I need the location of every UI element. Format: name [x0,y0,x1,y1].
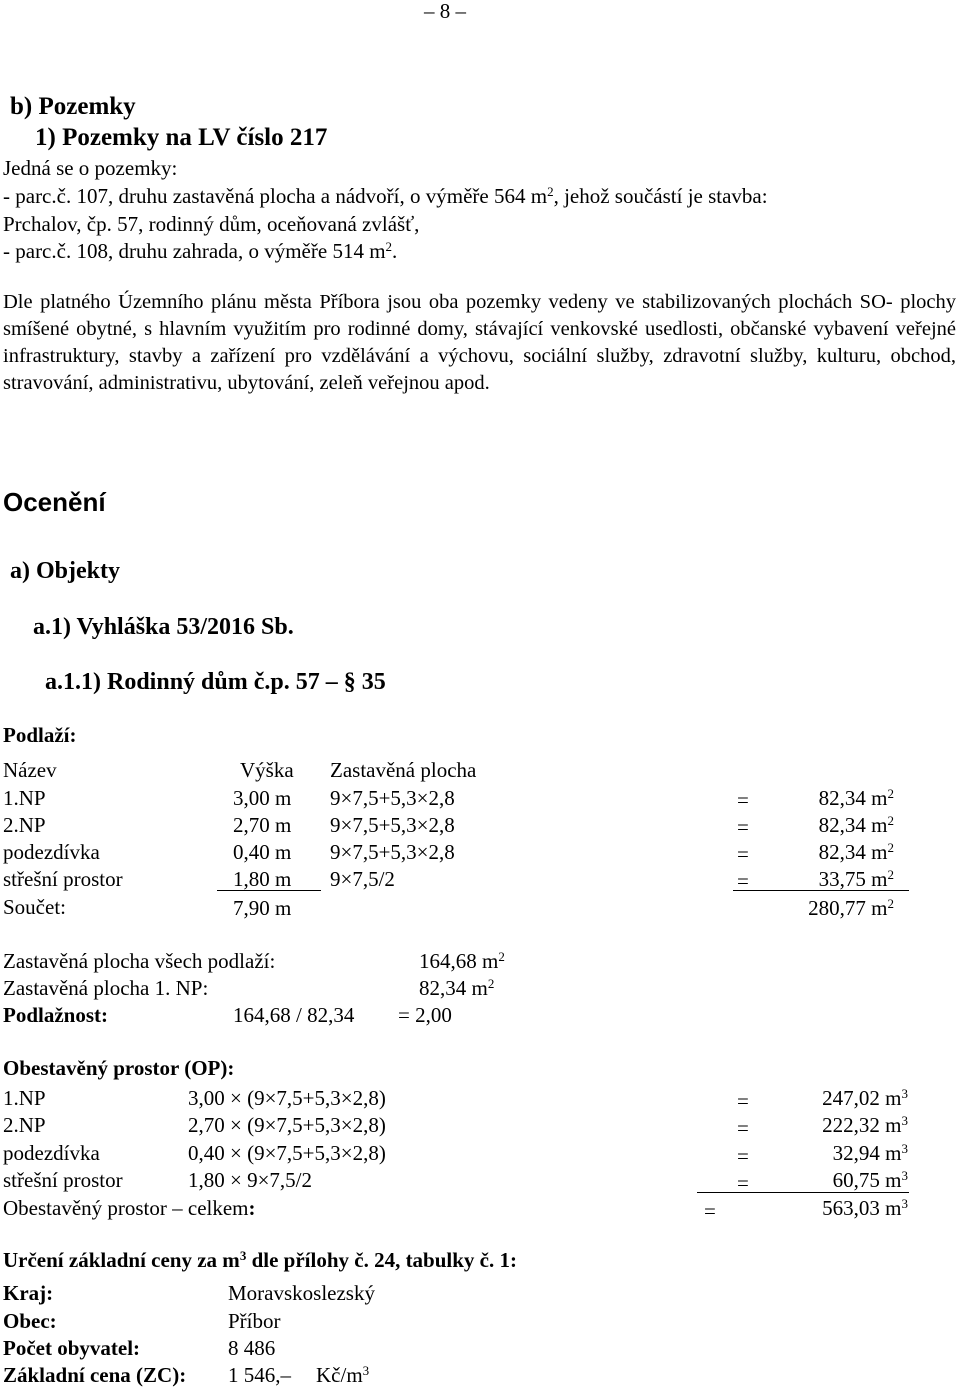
op-total-value: 563,03 $m^3$ [822,1196,908,1220]
floor-value: 82,34 $m^2$ [818,786,894,810]
uzemni-plan-paragraph: Dle platného Územního plánu města Příbora jsou oba pozemky vedeny ve stabilizovaných plochách SO- plochy smíšené obytné, s hlavním využitím pro rodinné domy, stávající venkovské usedlosti, občanské vybavení veřejné infrastruktury, stavby a zařízení pro vzdělávání a výchovu, sociální služby, zdravotní služby, kulturu, obchod, stravování, administrativu, ubytování, zeleň veřejnou apod. [3,291,956,394]
op-formula: 0,40 × (9×7,5+5,3×2,8) [188,1141,386,1165]
obec-label: Obec: [3,1309,57,1333]
equals-sign: = [737,869,749,893]
zakladni-cena-value: 1 546,– [228,1363,291,1387]
zp-1np-label: Zastavěná plocha 1. NP: [3,976,209,1000]
op-value: 60,75 $m^3$ [832,1168,908,1192]
sum-height: 7,90 m [233,896,292,920]
zc-title: Určení základní ceny za $m^3$ dle přílohy č. 24, tabulky č. 1: [3,1248,517,1272]
parcel-107-line2: Prchalov, čp. 57, rodinný dům, oceňovaná zvlášť, [3,212,420,236]
podlaznost-value: = 2,00 [398,1003,452,1027]
zakladni-cena-label: Základní cena (ZC): [3,1363,187,1387]
pocet-obyvatel-value: 8 486 [228,1336,276,1360]
obec-value: Příbor [228,1309,281,1333]
op-name: střešní prostor [3,1168,123,1192]
parcel-108-end: . [392,239,398,263]
equals-sign: = [737,842,749,866]
podlaznost-label: Podlažnost: [3,1003,108,1027]
parcel-108-text: - parc.č. 108, druhu zahrada, o výměře 514 m [3,239,386,263]
equals-sign: = [737,815,749,839]
equals-sign: = [737,1116,749,1140]
equals-sign: = [737,1171,749,1195]
col-header-nazev: Název [3,758,57,782]
rodinny-dum-heading: a.1.1) Rodinný dům č.p. 57 – § 35 [45,669,386,695]
equals-sign: = [737,1144,749,1168]
op-total-underline [697,1192,909,1193]
oceneni-heading: Ocenění [3,487,106,517]
col-header-vyska: Výška [240,758,294,782]
floor-formula: 9×7,5+5,3×2,8 [330,813,455,837]
op-total-label: Obestavěný prostor – celkem: [3,1196,256,1220]
floor-height: 2,70 m [233,813,292,837]
zakladni-cena-unit: $Kč/m^3$ [316,1363,370,1387]
op-name: podezdívka [3,1141,100,1165]
floor-height: 3,00 m [233,786,292,810]
parcel-107-text-cont: , jehož součástí je stavba: [553,184,768,208]
area-sum-underline [733,890,909,891]
floor-value: 33,75 $m^2$ [818,867,894,891]
floor-value: 82,34 $m^2$ [818,840,894,864]
kraj-value: Moravskoslezský [228,1281,375,1305]
objekty-heading: a) Objekty [10,558,120,584]
superscript: 2 [385,239,393,254]
pocet-obyvatel-label: Počet obyvatel: [3,1336,141,1360]
zp-all-value: 164,68 $m^2$ [419,949,505,973]
heading-pozemky: b) Pozemky [10,93,136,120]
sum-value: 280,77 $m^2$ [808,896,894,920]
heading-lv: 1) Pozemky na LV číslo 217 [35,124,328,151]
floor-formula: 9×7,5+5,3×2,8 [330,840,455,864]
floor-height: 1,80 m [233,867,292,891]
op-value: 222,32 $m^3$ [822,1113,908,1137]
podlazi-label: Podlaží: [3,723,77,747]
floor-value: 82,34 $m^2$ [818,813,894,837]
podlaznost-formula: 164,68 / 82,34 [233,1003,355,1027]
sum-label: Součet: [3,895,66,919]
op-formula: 3,00 × (9×7,5+5,3×2,8) [188,1086,386,1110]
parcel-107-text: - parc.č. 107, druhu zastavěná plocha a nádvoří, o výměře 564 m [3,184,548,208]
kraj-label: Kraj: [3,1281,54,1305]
zp-1np-value: 82,34 $m^2$ [419,976,495,1000]
col-header-zastavena-plocha: Zastavěná plocha [330,758,477,782]
floor-formula: 9×7,5/2 [330,867,395,891]
op-formula: 1,80 × 9×7,5/2 [188,1168,313,1192]
zp-all-label: Zastavěná plocha všech podlaží: [3,949,276,973]
floor-formula: 9×7,5+5,3×2,8 [330,786,455,810]
parcel-107-line1 [3,183,956,210]
op-name: 2.NP [3,1113,46,1137]
floor-name: střešní prostor [3,867,123,891]
op-name: 1.NP [3,1086,46,1110]
op-value: 247,02 $m^3$ [822,1086,908,1110]
vyhlaska-heading: a.1) Vyhláška 53/2016 Sb. [33,614,294,640]
height-sum-underline [217,890,321,891]
superscript: 2 [547,184,554,199]
floor-name: 2.NP [3,813,46,837]
floor-name: podezdívka [3,840,100,864]
page-number: – 8 – [424,0,466,23]
op-value: 32,94 $m^3$ [832,1141,908,1165]
parcel-108 [3,238,397,265]
intro-text: Jedná se o pozemky: [3,156,178,180]
op-formula: 2,70 × (9×7,5+5,3×2,8) [188,1113,386,1137]
equals-sign: = [737,788,749,812]
equals-sign: = [737,1089,749,1113]
floor-name: 1.NP [3,786,46,810]
equals-sign: = [704,1199,716,1223]
floor-height: 0,40 m [233,840,292,864]
op-title: Obestavěný prostor (OP): [3,1056,235,1080]
